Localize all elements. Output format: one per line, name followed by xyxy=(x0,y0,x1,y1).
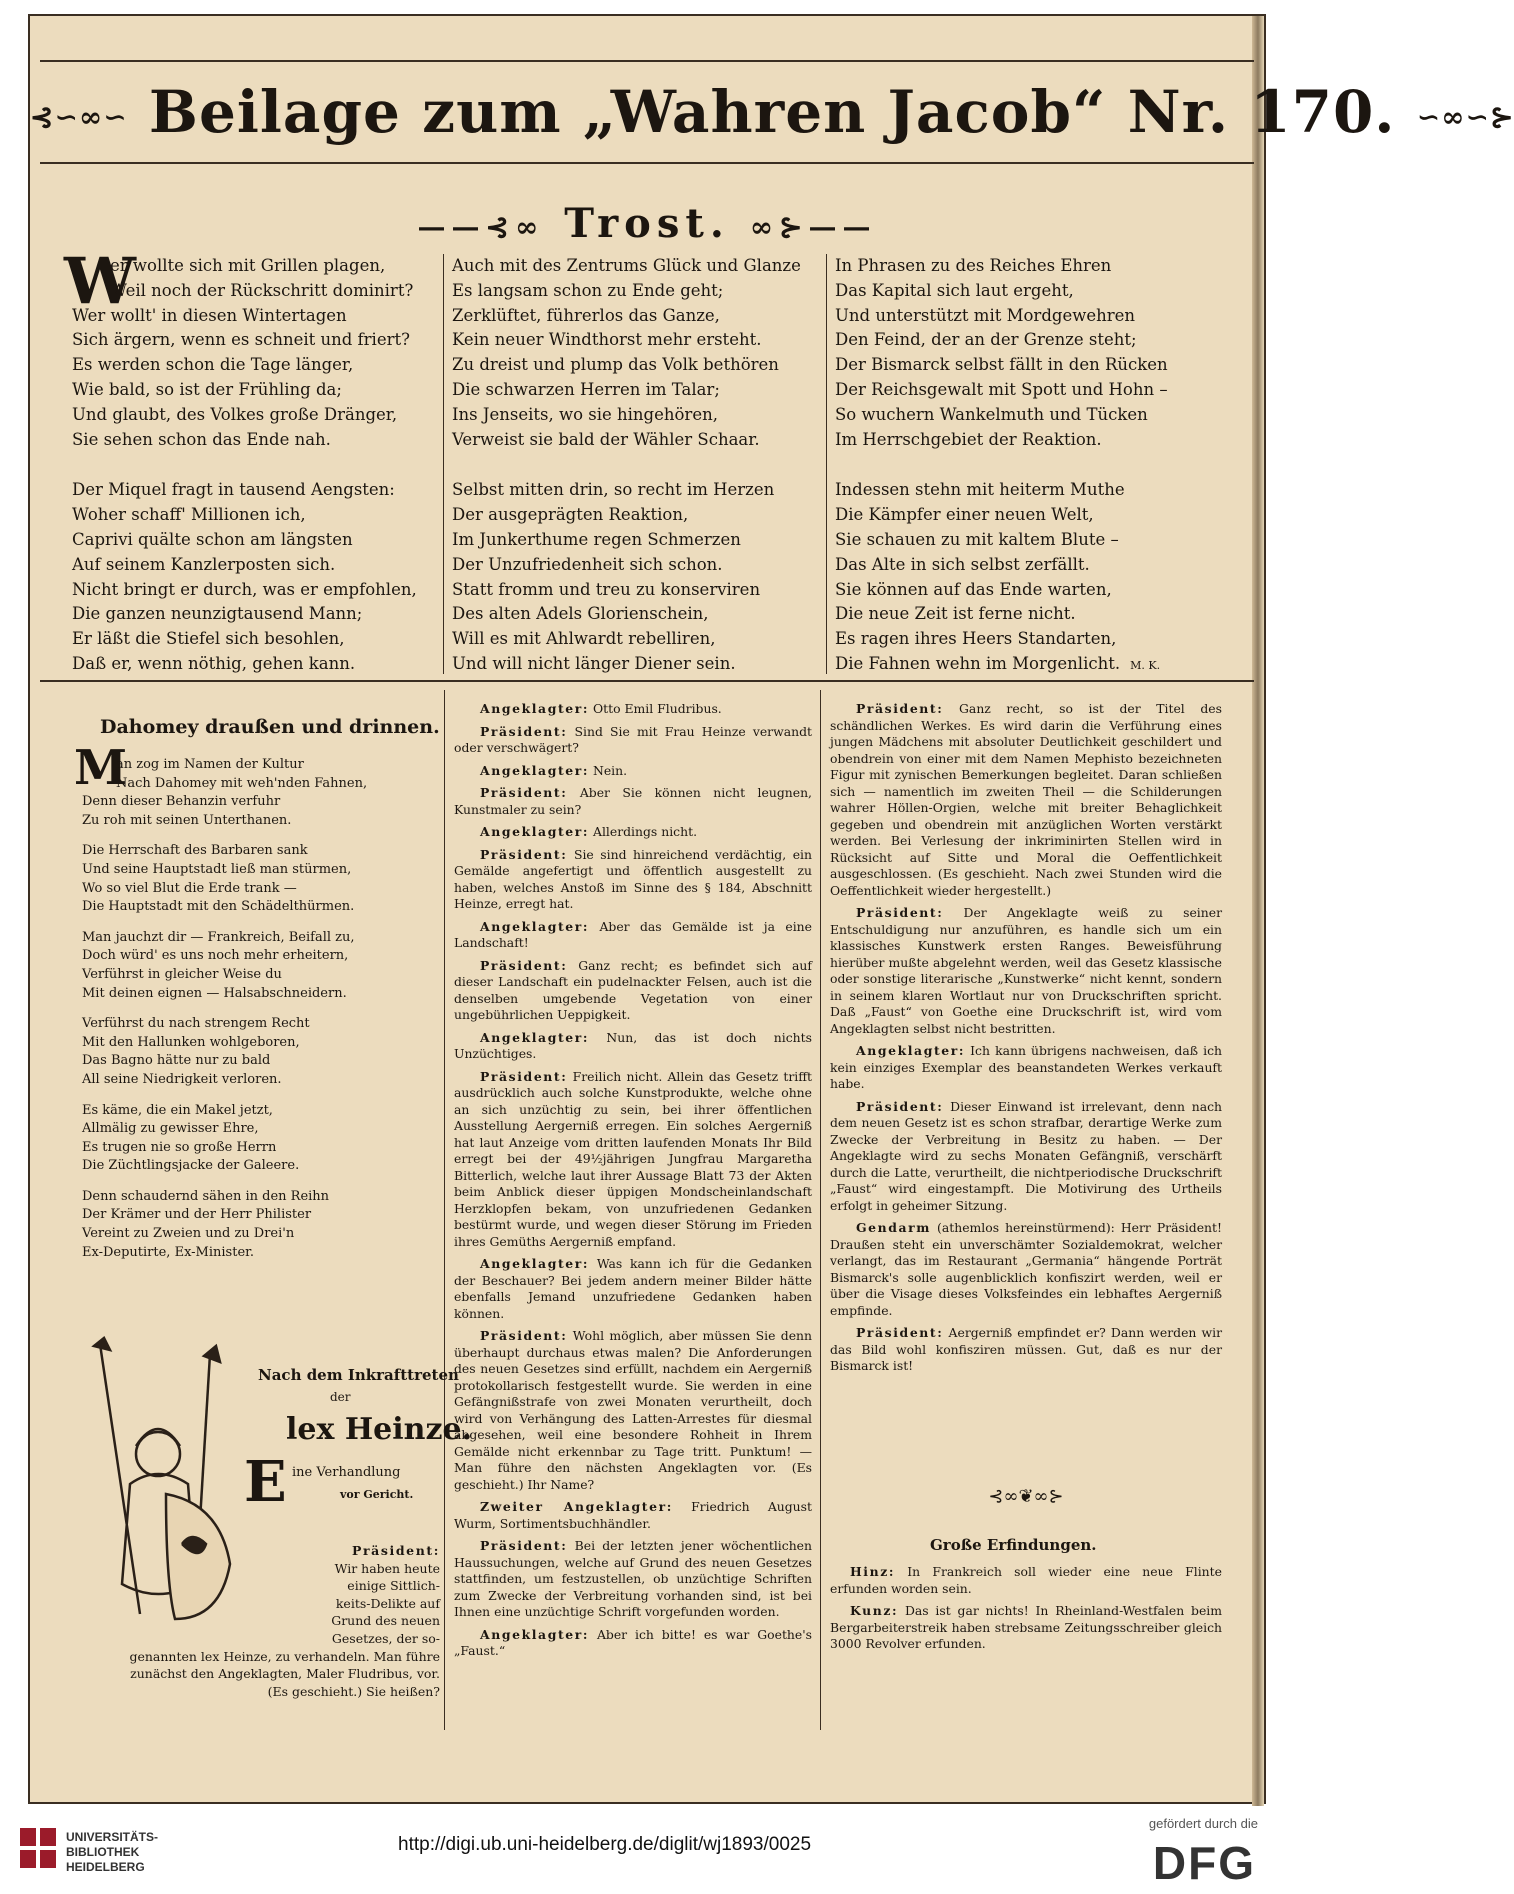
dialogue-text: Dieser Einwand ist irrelevant, denn nach dem neuen Gesetz ist es schon strafbar, derartige Werke zum Zwecke der Verbreitung in Besitz zu haben. — Der Angeklagte wird zu sechs Monaten Gefängniß, verschärft durch die Latte, verurtheilt, die nichtperiodische Druckschrift „Faust“ wird eingestampft. Die Motivirung des Urtheils erfolgt in geheimer Sitzung. xyxy=(830,1098,1222,1213)
poem-line: Zerklüftet, führerlos das Ganze, xyxy=(452,305,720,325)
poem-stanza xyxy=(452,254,822,452)
lexheinze-intro-2: vor Gericht. xyxy=(340,1488,414,1501)
dialogue-entry xyxy=(454,701,812,718)
dahomey-line: Mit deinen eignen — Halsabschneidern. xyxy=(82,985,347,1001)
dialogue-text: Aber das Gemälde ist ja eine Landschaft! xyxy=(454,918,812,950)
dahomey-poem xyxy=(82,756,442,1274)
trial-dialogue-col2 xyxy=(454,701,812,1666)
poem-line: Verweist sie bald der Wähler Schaar. xyxy=(452,429,760,449)
dialogue-text: Otto Emil Fludribus. xyxy=(589,701,722,716)
dialogue-text: Nein. xyxy=(589,762,628,778)
lexheinze-line: zunächst den Angeklagten, Maler Fludribus, vor. xyxy=(130,1666,440,1682)
dialogue-entry xyxy=(454,919,812,952)
poem-line: Das Kapital sich laut ergeht, xyxy=(835,280,1074,300)
dialogue-text: Friedrich August Wurm, Sortimentsbuchhändler. xyxy=(454,1499,812,1531)
dialogue-speaker: Präsident: xyxy=(480,723,568,739)
poem-stanza xyxy=(72,254,442,452)
poem-line: Und unterstützt mit Mordgewehren xyxy=(835,305,1135,325)
poem-signature: M. K. xyxy=(1130,658,1161,672)
poem-line: Es ragen ihres Heers Standarten, xyxy=(835,629,1117,649)
dialogue-entry xyxy=(454,1256,812,1322)
dahomey-line: Doch würd' es uns noch mehr erheitern, xyxy=(82,948,349,964)
university-logo-icon xyxy=(18,1826,58,1872)
trial-dialogue-col3 xyxy=(830,701,1222,1381)
dahomey-line: Denn schaudernd sähen in den Reihn xyxy=(82,1188,330,1204)
dialogue-text: Sind Sie mit Frau Heinze verwandt oder verschwägert? xyxy=(454,723,812,755)
poem-line: Daß er, wenn nöthig, gehen kann. xyxy=(72,653,356,673)
poem-line: Das Alte in sich selbst zerfällt. xyxy=(835,554,1090,574)
dialogue-speaker: Angeklagter: xyxy=(480,918,590,934)
poem-line: Den Feind, der an der Grenze steht; xyxy=(835,330,1137,350)
dialogue-speaker: Angeklagter: xyxy=(480,1626,590,1642)
poem-title: ——⊰∞ Trost. ∞⊱—— xyxy=(417,200,877,247)
dahomey-stanza xyxy=(82,842,442,916)
dahomey-title: Dahomey draußen und drinnen. xyxy=(100,716,440,738)
dialogue-text: Aergerniß empfindet er? Dann werden wir das Bild wohl konfisziren müssen. Gut, daß es nur der Bismarck ist! xyxy=(830,1325,1222,1373)
dialogue-speaker: Angeklagter: xyxy=(480,824,590,839)
poem-line: Des alten Adels Glorienschein, xyxy=(452,604,709,624)
poem-line: Indessen stehn mit heiterm Muthe xyxy=(835,480,1125,500)
poem-initial: W xyxy=(64,244,136,319)
poem-line: Die neue Zeit ist ferne nicht. xyxy=(835,604,1076,624)
dialogue-entry xyxy=(830,1220,1222,1319)
poem-line: Der Unzufriedenheit sich schon. xyxy=(452,554,723,574)
dahomey-stanza xyxy=(82,1188,442,1262)
dialogue-entry xyxy=(830,1043,1222,1093)
poem-line: Selbst mitten drin, so recht im Herzen xyxy=(452,480,775,500)
poem-line: Wie bald, so ist der Frühling da; xyxy=(72,379,342,399)
poem-line: Caprivi quälte schon am längsten xyxy=(72,529,353,549)
article-col-divider-2 xyxy=(820,690,821,1730)
poem-column-1 xyxy=(72,254,442,677)
dialogue-text: Bei der letzten jener wöchentlichen Haussuchungen, welche auf Grund des neuen Gesetzes stattfinden, um festzustellen, ob unzüchtige Schriften zum Zwecke der Verbreitung vorhanden sind, ist bei Ihnen eine unzüchtige Schrift vorgefunden worden. xyxy=(454,1538,812,1619)
dialogue-entry xyxy=(830,1325,1222,1375)
dialogue-entry xyxy=(454,785,812,818)
dialogue-text: Ganz recht, so ist der Titel des schändlichen Werkes. Es wird darin die Verführung eines jungen Mädchens mit absoluter Deutlichkeit geschildert und obendrein von einer mit dem Namen Mephisto bezeichneten Figur mit zynischen Bemerkungen begleitet. Daran schließen sich — namentlich im zweiten Theil — die Schilderungen wahrer Höllen-Orgien, welche mit breiter Behaglichkeit gegeben und obendrein mit anzüglichen Worten verstärkt werden. Bei Verlesung der inkriminirten Stellen wird in Rücksicht auf Sitte und Moral die Oeffentlichkeit ausgeschlossen. (Es geschieht. Nach zwei Stunden wird die Oeffentlichkeit wieder hergestellt.) xyxy=(830,701,1222,898)
poem-stanza xyxy=(835,254,1255,452)
lexheinze-intro-1: ine Verhandlung xyxy=(292,1465,401,1480)
poem-line: Will es mit Ahlwardt rebelliren, xyxy=(452,629,716,649)
poem-line: Und will nicht länger Diener sein. xyxy=(452,653,736,673)
poem-col-divider-1 xyxy=(443,254,444,674)
poem-line: Der Reichsgewalt mit Spott und Hohn – xyxy=(835,379,1168,399)
poem-column-3 xyxy=(835,254,1255,679)
dialogue-entry xyxy=(830,1099,1222,1215)
ornament-right: ∽∞∽⊱ xyxy=(1416,100,1514,134)
dahomey-line: Die Herrschaft des Barbaren sank xyxy=(82,843,308,859)
dialogue-speaker: Angeklagter: xyxy=(480,1256,590,1271)
dialogue-speaker: Angeklagter: xyxy=(480,1029,590,1045)
dialogue-text: Ganz recht; es befindet sich auf dieser Landschaft ein pudelnackter Felsen, auch ist die denselben umgebende Vegetation von einer ungebührlichen Ueppigkeit. xyxy=(454,957,812,1022)
dialogue-speaker: Präsident: xyxy=(480,785,568,800)
poem-line: Es langsam schon zu Ende geht; xyxy=(452,280,724,300)
lexheinze-line: Präsident: xyxy=(351,1543,440,1558)
dahomey-line: Man jauchzt dir — Frankreich, Beifall zu, xyxy=(82,929,355,945)
dialogue-text: Nun, das ist doch nichts Unzüchtiges. xyxy=(454,1029,812,1061)
dahomey-line: Zu roh mit seinen Unterthanen. xyxy=(82,812,292,828)
dahomey-line: Ex-Deputirte, Ex-Minister. xyxy=(82,1244,255,1260)
poem-line: Und glaubt, des Volkes große Dränger, xyxy=(72,404,398,424)
dialogue-entry xyxy=(454,847,812,913)
dahomey-line: Es käme, die ein Makel jetzt, xyxy=(82,1102,273,1118)
top-rule xyxy=(40,60,1254,62)
dialogue-text: Der Angeklagte weiß zu seiner Entschuldigung nur anzuführen, es handle sich um ein klassisches Kunstwerk ersten Ranges. Beweisführung hierüber mußte abgelehnt werden, weil das Gesetz klassische oder sonstige literarische „Kunstwerke“ nicht kennt, sondern in seinem klaren Wortlaut nur von Druckschriften spricht. Daß „Faust“ von Goethe eine Druckschrift ist, wird vom Angeklagten selbst nicht bestritten. xyxy=(830,905,1222,1036)
dialogue-entry xyxy=(454,1069,812,1251)
poem-line: Woher schaff' Millionen ich, xyxy=(72,505,306,525)
dahomey-line: Wo so viel Blut die Erde trank — xyxy=(82,880,297,896)
lexheinze-line: einige Sittlich- xyxy=(347,1578,440,1594)
poem-line: Im Herrschgebiet der Reaktion. xyxy=(835,429,1102,449)
dahomey-line: Allmälig zu gewisser Ehre, xyxy=(82,1121,259,1137)
poem-stanza xyxy=(72,478,442,676)
poem-bottom-rule xyxy=(40,680,1254,682)
dahomey-stanza xyxy=(82,1015,442,1089)
dahomey-line: Der Krämer und der Herr Philister xyxy=(82,1207,312,1223)
title-rule xyxy=(40,162,1254,164)
dialogue-entry xyxy=(454,1538,812,1621)
dahomey-line: an zog im Namen der Kultur xyxy=(116,757,304,772)
dahomey-line: Verführst du nach strengem Recht xyxy=(82,1016,310,1032)
lexheinze-line: keits-Delikte auf xyxy=(335,1595,440,1611)
dialogue-text: Ich kann übrigens nachweisen, daß ich kein einziges Exemplar des beanstandeten Werkes verkauft habe. xyxy=(830,1043,1222,1091)
erfindungen-text: Hinz: In Frankreich soll wieder eine neue Flinte erfunden worden sein. Kunz: Das ist gar nichts! In Rheinland-Westfalen beim Bergarbeiterstreik haben strebsame Zeitungsschreiber gleich 3000 Revolver erfunden. xyxy=(830,1564,1222,1651)
poem-line: Statt fromm und treu zu konserviren xyxy=(452,579,761,599)
poem-stanza xyxy=(835,478,1255,678)
newspaper-page xyxy=(28,14,1514,1804)
poem-line: Sie schauen zu mit kaltem Blute – xyxy=(835,529,1119,549)
dialogue-entry xyxy=(454,1499,812,1532)
dahomey-line: All seine Niedrigkeit verloren. xyxy=(82,1071,282,1087)
poem-line: In Phrasen zu des Reiches Ehren xyxy=(835,256,1112,275)
lexheinze-line: Grund des neuen xyxy=(331,1613,440,1629)
poem-line: Es werden schon die Tage länger, xyxy=(72,355,354,375)
lexheinze-initial: E xyxy=(244,1449,287,1515)
dialogue-speaker: Präsident: xyxy=(856,1325,944,1340)
dialogue-speaker: Zweiter Angeklagter: xyxy=(480,1499,673,1514)
dialogue-speaker: Angeklagter: xyxy=(480,701,590,716)
poem-line: Der Miquel fragt in tausend Aengsten: xyxy=(72,480,395,500)
page-url-link[interactable]: http://digi.ub.uni-heidelberg.de/diglit/wj1893/0025 xyxy=(398,1834,812,1855)
dahomey-stanza xyxy=(82,929,442,1003)
lexheinze-line: Gesetzes, der so- xyxy=(331,1630,440,1646)
dialogue-speaker: Präsident: xyxy=(480,1328,568,1343)
poem-line: Auf seinem Kanzlerposten sich. xyxy=(72,554,336,574)
dialogue-speaker: Präsident: xyxy=(480,846,568,862)
poem-line: Weil noch der Rückschritt dominirt? xyxy=(110,280,414,300)
poem-column-2 xyxy=(452,254,822,677)
dahomey-stanza xyxy=(82,1102,442,1176)
dahomey-line: Denn dieser Behanzin verfuhr xyxy=(82,794,281,810)
sponsor-text: gefördert durch die xyxy=(1148,1816,1258,1831)
poem-stanza xyxy=(452,478,822,676)
poem-line: Der ausgeprägten Reaktion, xyxy=(452,505,689,525)
poem-line: Die ganzen neunzigtausend Mann; xyxy=(72,604,363,624)
lexheinze-line: genannten lex Heinze, zu verhandeln. Man führe xyxy=(129,1648,440,1664)
dialogue-entry xyxy=(454,824,812,841)
dahomey-line: Das Bagno hätte nur zu bald xyxy=(82,1053,271,1069)
erfindungen-title: Große Erfindungen. xyxy=(930,1536,1097,1554)
poem-line: Im Junkerthume regen Schmerzen xyxy=(452,529,741,549)
poem-line: Zu dreist und plump das Volk bethören xyxy=(452,355,779,375)
poem-line: Die Fahnen wehn im Morgenlicht. M. K. xyxy=(835,653,1161,673)
supplement-title: ⊰∽∞∽ Beilage zum „Wahren Jacob“ Nr. 170. ∽∞∽⊱ xyxy=(30,78,1514,146)
dahomey-initial: M xyxy=(74,740,128,796)
dahomey-line: Die Züchtlingsjacke der Galeere. xyxy=(82,1158,300,1174)
dialogue-text: Wohl möglich, aber müssen Sie denn überhaupt durchaus etwas malen? Die Anforderungen des neuen Gesetzes sind erfüllt, nachdem ein Aergerniß protokollarisch festgestellt wurde. Sie werden in eine Gefängnißstrafe von zwei Monaten verurtheilt, doch wird von Verhängung des Latten-Arrestes für diesmal abgesehen, weil eine besondere Rohheit in Ihrem Gemälde nicht erkennbar zu Tage tritt. Punktum! — Man führe den nächsten Angeklagten vor. (Es geschieht.) Ihr Name? xyxy=(454,1328,812,1492)
lexheinze-opening xyxy=(100,1542,440,1700)
poem-line: Der Bismarck selbst fällt in den Rücken xyxy=(835,355,1168,375)
dialogue-text: (athemlos hereinstürmend): Herr Präsident! Draußen steht ein unverschämter Sozialdemokrat, welcher verlangt, das im Restaurant „Germania“ hängende Porträt Bismarck's solle augenblicklich konfiszirt werden, weil er über die Visage dieses Volksfeindes ein lebhaftes Aergerniß empfinde. xyxy=(830,1220,1222,1318)
dialogue-entry xyxy=(454,1030,812,1063)
dialogue-text: Aber Sie können nicht leugnen, Kunstmaler zu sein? xyxy=(454,785,812,817)
dialogue-speaker: Präsident: xyxy=(480,1068,568,1084)
section-ornament: ⊰∞❦∞⊱ xyxy=(988,1486,1064,1507)
poem-line: Nicht bringt er durch, was er empfohlen, xyxy=(72,579,417,599)
poem-col-divider-2 xyxy=(826,254,827,674)
university-name: UNIVERSITÄTS- BIBLIOTHEK HEIDELBERG xyxy=(66,1830,159,1874)
poem-line: Sie sehen schon das Ende nah. xyxy=(72,429,331,449)
poem-line: So wuchern Wankelmuth und Tücken xyxy=(835,404,1148,424)
dialogue-entry xyxy=(830,905,1222,1037)
poem-line: Sich ärgern, wenn es schneit und friert? xyxy=(72,330,410,350)
dialogue-text: Sie sind hinreichend verdächtig, ein Gemälde angefertigt und öffentlich ausgestellt zu haben, welches Anstoß im Sinne des § 184, Abschnitt Heinze, erregt hat. xyxy=(454,846,812,911)
dialogue-speaker: Angeklagter: xyxy=(856,1043,966,1058)
dialogue-entry xyxy=(454,763,812,780)
lexheinze-line: (Es geschieht.) Sie heißen? xyxy=(267,1683,440,1699)
dialogue-text: Was kann ich für die Gedanken der Beschauer? Bei jedem andern meiner Bilder hätte ebenfalls Jemand unzufriedene Gedanken haben können. xyxy=(454,1256,812,1321)
dahomey-line: Und seine Hauptstadt ließ man stürmen, xyxy=(82,861,352,877)
dialogue-speaker: Präsident: xyxy=(480,957,568,973)
lexheinze-heading-2: der xyxy=(330,1390,351,1404)
poem-line: Die schwarzen Herren im Talar; xyxy=(452,379,720,399)
dahomey-line: Verführst in gleicher Weise du xyxy=(82,966,282,982)
dialogue-entry xyxy=(830,701,1222,899)
dahomey-line: Die Hauptstadt mit den Schädelthürmen. xyxy=(82,899,355,915)
dahomey-line: Vereint zu Zweien und zu Drei'n xyxy=(82,1226,295,1242)
ornament-left: ⊰∽∞∽ xyxy=(30,100,128,134)
dialogue-entry xyxy=(454,1328,812,1493)
dialogue-text: Freilich nicht. Allein das Gesetz trifft ausdrücklich auch solche Kunstprodukte, welche ohne an sich unzüchtig zu sein, bei ihrer öffentlichen Ausstellung Aergerniß erregen. Ein solches Aergerniß hat laut Anzeige vom dritten laufenden Monats Ihr Bild erregt bei der 49½jährigen Jungfrau Margaretha Bitterlich, welche laut ihrer Aussage Blatt 73 der Akten beim Anblick dieser üppigen Mondscheinlandschaft Herzklopfen bekam, von unzufriedenen Gedanken bestürmt wurde, und wegen dieser Störung im Frieden ihres Gemüths Aergerniß empfand. xyxy=(454,1068,812,1249)
lexheinze-heading-3: lex Heinze. xyxy=(286,1412,473,1447)
poem-line: Wer wollt' in diesen Wintertagen xyxy=(72,305,347,325)
dialogue-speaker: Präsident: xyxy=(856,701,944,716)
poem-line: Kein neuer Windthorst mehr ersteht. xyxy=(452,330,762,350)
dialogue-speaker: Präsident: xyxy=(856,1098,944,1114)
dfg-logo: DFG xyxy=(1152,1837,1256,1889)
poem-line: Ins Jenseits, wo sie hingehören, xyxy=(452,404,718,424)
dialogue-text: Allerdings nicht. xyxy=(589,824,698,839)
dahomey-line: Mit den Hallunken wohlgeboren, xyxy=(82,1034,300,1050)
dialogue-speaker: Präsident: xyxy=(480,1538,568,1553)
poem-line: Die Kämpfer einer neuen Welt, xyxy=(835,505,1094,525)
lexheinze-line: Wir haben heute xyxy=(334,1560,440,1576)
lexheinze-heading-1: Nach dem Inkrafttreten xyxy=(258,1366,459,1384)
poem-line: er wollte sich mit Grillen plagen, xyxy=(110,256,386,275)
poem-line: Sie können auf das Ende warten, xyxy=(835,579,1112,599)
poem-line: Auch mit des Zentrums Glück und Glanze xyxy=(452,256,801,275)
article-col-divider-1 xyxy=(444,690,445,1730)
dialogue-speaker: Präsident: xyxy=(856,905,944,920)
dahomey-line: Nach Dahomey mit weh'nden Fahnen, xyxy=(116,775,368,791)
digitization-footer xyxy=(0,1806,1280,1894)
dialogue-speaker: Gendarm xyxy=(856,1220,932,1235)
dialogue-entry xyxy=(454,724,812,757)
dahomey-line: Es trugen nie so große Herrn xyxy=(82,1139,277,1155)
poem-line: Er läßt die Stiefel sich besohlen, xyxy=(72,629,345,649)
dahomey-stanza xyxy=(82,756,442,830)
dialogue-entry xyxy=(454,1627,812,1660)
dialogue-text: Aber ich bitte! es war Goethe's „Faust.“ xyxy=(454,1626,812,1658)
dialogue-speaker: Angeklagter: xyxy=(480,762,590,778)
dialogue-entry xyxy=(454,958,812,1024)
